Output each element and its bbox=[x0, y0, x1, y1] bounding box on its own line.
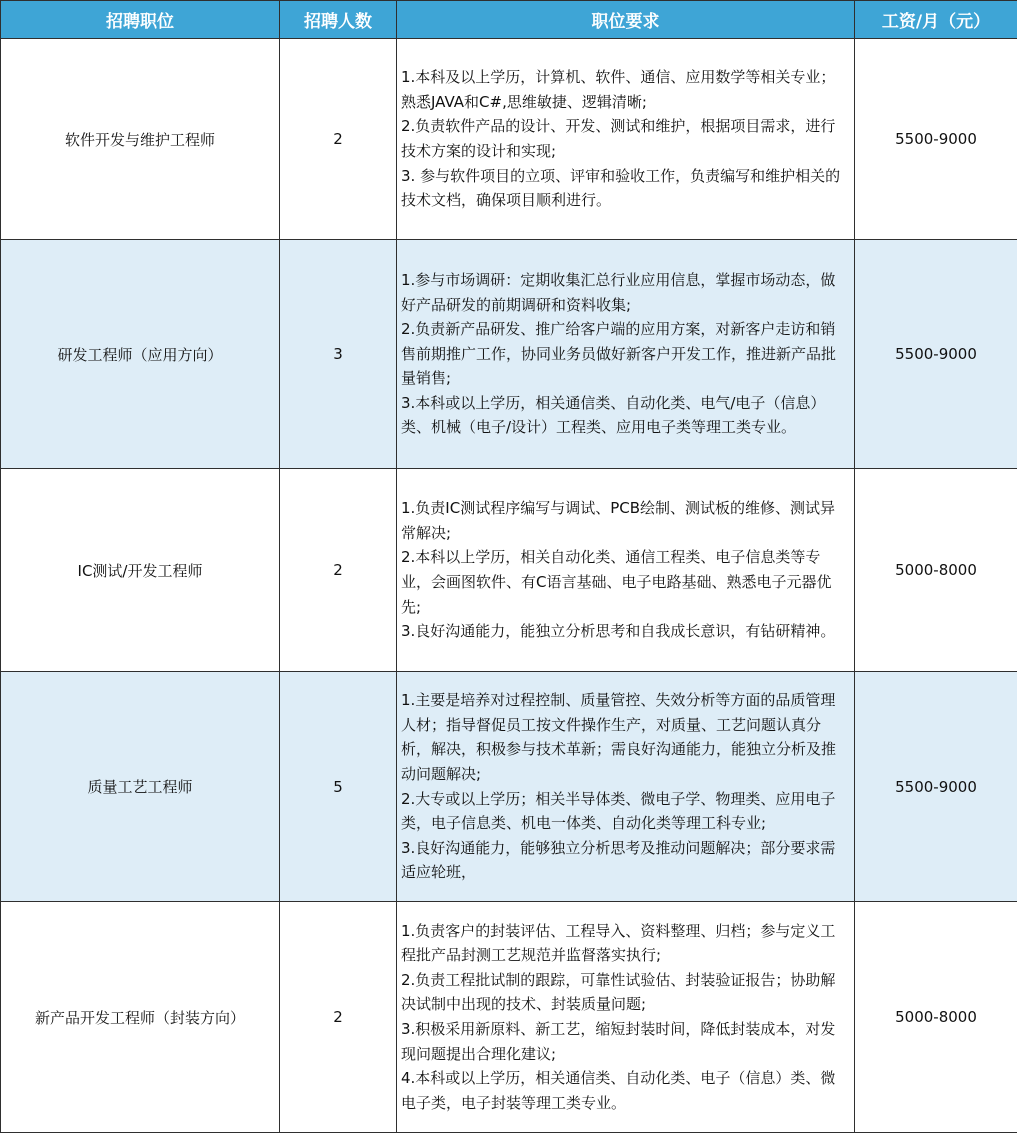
count-cell: 2 bbox=[280, 39, 397, 240]
requirement-item: 3.本科或以上学历，相关通信类、自动化类、电气/电子（信息）类、机械（电子/设计）工程类、应用电子类等理工类专业。 bbox=[401, 393, 826, 437]
table-row bbox=[1, 672, 1017, 902]
position-cell: 质量工艺工程师 bbox=[1, 672, 280, 902]
salary-cell: 5500-9000 bbox=[855, 240, 1017, 469]
count-cell: 2 bbox=[280, 902, 397, 1133]
requirement-item: 2.负责软件产品的设计、开发、测试和维护，根据项目需求，进行技术方案的设计和实现; bbox=[401, 117, 836, 160]
table-row bbox=[1, 240, 1017, 469]
requirement-item: 3.积极采用新原料、新工艺，缩短封装时间，降低封装成本，对发现问题提出合理化建议; bbox=[401, 1020, 836, 1063]
requirement-item: 4.本科或以上学历，相关通信类、自动化类、电子（信息）类、微电子类，电子封装等理工类专业。 bbox=[401, 1069, 836, 1112]
requirement-item: 2.大专或以上学历；相关半导体类、微电子学、物理类、应用电子类，电子信息类、机电一体类、自动化类等理工科专业; bbox=[401, 789, 836, 833]
header-row bbox=[1, 1, 1017, 39]
salary-cell: 5500-9000 bbox=[855, 672, 1017, 902]
salary-cell: 5500-9000 bbox=[855, 39, 1017, 240]
header-count: 招聘人数 bbox=[280, 1, 397, 39]
table-row bbox=[1, 39, 1017, 240]
count-cell: 2 bbox=[280, 469, 397, 672]
requirement-item: 1.参与市场调研：定期收集汇总行业应用信息，掌握市场动态，做好产品研发的前期调研和资料收集; bbox=[401, 270, 836, 314]
count-cell: 5 bbox=[280, 672, 397, 902]
count-cell: 3 bbox=[280, 240, 397, 469]
requirements-cell bbox=[397, 240, 855, 469]
position-cell: 研发工程师（应用方向） bbox=[1, 240, 280, 469]
position-cell: 软件开发与维护工程师 bbox=[1, 39, 280, 240]
requirement-item: 3.良好沟通能力，能独立分析思考和自我成长意识，有钻研精神。 bbox=[401, 622, 836, 641]
requirement-item: 2.负责工程批试制的跟踪，可靠性试验估、封装验证报告；协助解决试制中出现的技术、封装质量问题; bbox=[401, 970, 836, 1014]
position-cell: 新产品开发工程师（封装方向） bbox=[1, 902, 280, 1133]
requirements-cell bbox=[397, 902, 855, 1133]
header-salary: 工资/月（元） bbox=[855, 1, 1017, 39]
requirement-item: 1.负责客户的封装评估、工程导入、资料整理、归档；参与定义工程批产品封测工艺规范并监督落实执行; bbox=[401, 921, 836, 965]
requirement-item: 3. 参与软件项目的立项、评审和验收工作，负责编写和维护相关的技术文档，确保项目顺利进行。 bbox=[401, 166, 841, 210]
table-row bbox=[1, 469, 1017, 672]
requirement-item: 1.主要是培养对过程控制、质量管控、失效分析等方面的品质管理人材；指导督促员工按文件操作生产，对质量、工艺问题认真分析，解决，积极参与技术革新；需良好沟通能力，能独立分析及推动问题解决; bbox=[401, 691, 837, 783]
table-row bbox=[1, 902, 1017, 1133]
requirements-cell bbox=[397, 672, 855, 902]
requirement-item: 3.良好沟通能力，能够独立分析思考及推动问题解决；部分要求需适应轮班， bbox=[401, 838, 836, 882]
requirements-cell bbox=[397, 469, 855, 672]
position-cell: IC测试/开发工程师 bbox=[1, 469, 280, 672]
requirement-item: 2.本科以上学历，相关自动化类、通信工程类、电子信息类等专业，会画图软件、有C语言基础、电子电路基础、熟悉电子元器优先; bbox=[401, 548, 832, 616]
header-position: 招聘职位 bbox=[1, 1, 280, 39]
requirements-cell bbox=[397, 39, 855, 240]
header-requirements: 职位要求 bbox=[397, 1, 855, 39]
requirement-item: 2.负责新产品研发、推广给客户端的应用方案，对新客户走访和销售前期推广工作，协同业务员做好新客户开发工作，推进新产品批量销售; bbox=[401, 320, 837, 388]
requirement-item: 1.负责IC测试程序编写与调试、PCB绘制、测试板的维修、测试异常解决; bbox=[401, 499, 836, 542]
salary-cell: 5000-8000 bbox=[855, 902, 1017, 1133]
requirement-item: 1.本科及以上学历，计算机、软件、通信、应用数学等相关专业；熟悉JAVA和C#,思维敏捷、逻辑清晰; bbox=[401, 68, 836, 111]
salary-cell: 5000-8000 bbox=[855, 469, 1017, 672]
